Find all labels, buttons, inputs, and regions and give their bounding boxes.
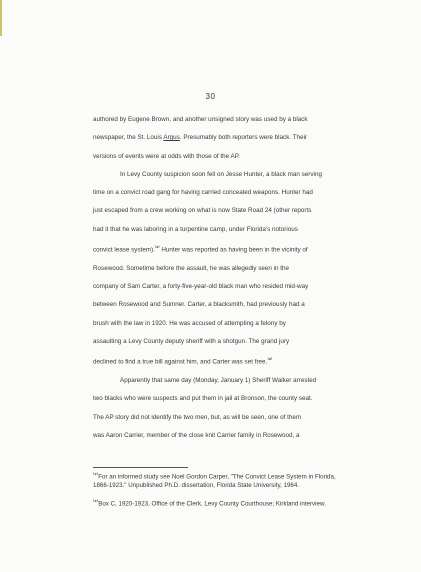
paragraph bbox=[93, 111, 345, 166]
text-line: versions of events were at odds with those of the AP. bbox=[93, 152, 240, 160]
text-line: just escaped from a crew working on what is now State Road 24 (other reports bbox=[93, 207, 312, 215]
footnote-text: Box C, 1920-1923, Office of the Clerk, Levy County Courthouse; Kirkland interview. bbox=[98, 500, 326, 508]
text-line: . Presumably both reporters were black. Their bbox=[179, 134, 308, 142]
text-line: was Aaron Carrier, member of the close knit Carrier family in Rosewood, a bbox=[93, 432, 300, 440]
text-line: time on a convict road gang for having carried concealed weapons. Hunter had bbox=[93, 189, 313, 197]
footnote bbox=[93, 471, 348, 491]
footnote-divider bbox=[93, 467, 188, 468]
text-line: assaulting a Levy County deputy sheriff with a shotgun. The grand jury bbox=[93, 338, 290, 346]
footnote-mark: ¹⁸² bbox=[93, 498, 99, 504]
text-line: Rosewood. Sometime before the assault, he was allegedly seen in the bbox=[93, 264, 290, 272]
newspaper-name: Argus bbox=[163, 134, 180, 142]
text-line: convict lease system). bbox=[93, 246, 155, 254]
text-line: In Levy County suspicion soon fell on Jesse Hunter, a black man serving bbox=[120, 170, 322, 178]
footnote-reference: ¹⁸² bbox=[267, 357, 272, 363]
text-line: company of Sam Carter, a forty-five-year-old black man who resided mid-way bbox=[93, 283, 309, 291]
footnotes bbox=[93, 471, 348, 516]
text-line: authored by Eugene Brown, and another unsigned story was used by a black bbox=[93, 116, 308, 123]
edge-mark bbox=[0, 0, 2, 36]
text-line: brush with the law in 1920. He was accused of attempting a felony by bbox=[93, 319, 286, 327]
footnote-text: For an informed study see Noel Gordon Carper, "The Convict Lease System in Florida, 1866-1923." Unpublished Ph.D. dissertation, Florida State University, 1964. bbox=[93, 473, 336, 490]
text-line: Hunter was reported as having been in the vicinity of bbox=[161, 246, 308, 254]
text-line: between Rosewood and Sumner. Carter, a blacksmith, had previously had a bbox=[93, 301, 305, 309]
paragraph bbox=[93, 166, 345, 372]
page-number: 30 bbox=[205, 92, 216, 101]
footnote bbox=[93, 498, 348, 509]
text-line: The AP story did not identify the two men, but, as will be seen, one of them bbox=[93, 413, 302, 421]
text-line: declined to find a true bill against him, and Carter was set free. bbox=[93, 358, 268, 366]
text-line: two blacks who were suspects and put them in jail at Bronson, the county seat. bbox=[93, 395, 313, 403]
text-line: newspaper, the St. Louis bbox=[93, 134, 164, 142]
text-line: Apparently that same day (Monday, January 1) Sheriff Walker arrested bbox=[120, 377, 317, 385]
paragraph bbox=[93, 372, 345, 445]
footnote-reference: ¹⁸¹ bbox=[154, 245, 160, 251]
body-text bbox=[93, 111, 345, 445]
footnote-mark: ¹⁸¹ bbox=[93, 472, 99, 477]
text-line: had it that he was laboring in a turpentine camp, under Florida's notorious bbox=[93, 225, 298, 233]
